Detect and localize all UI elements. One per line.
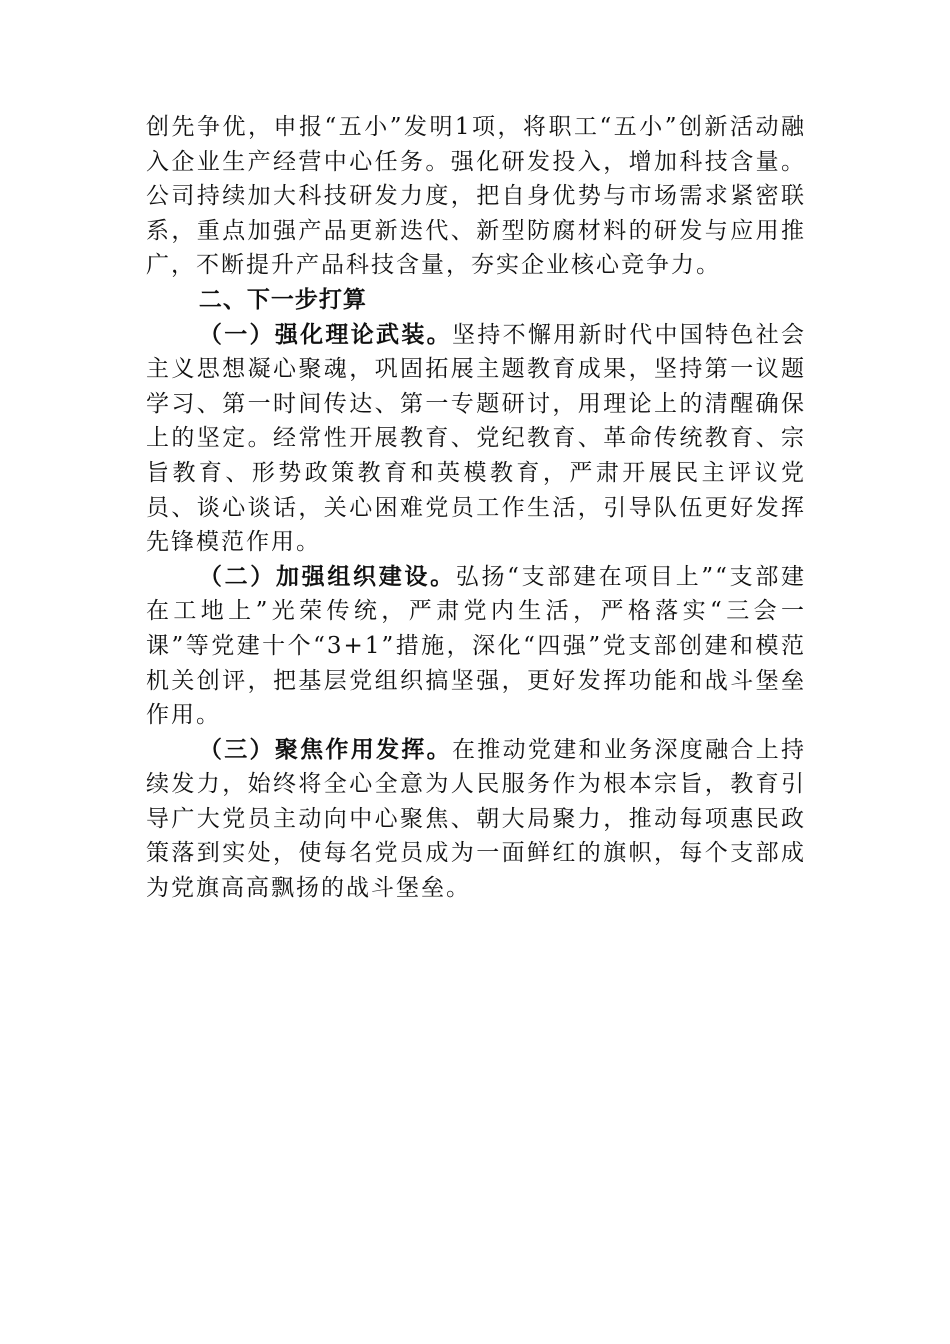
item-2-body: 弘扬“支部建在项目上”“支部建在工地上”光荣传统，严肃党内生活，严格落实“三会一课”等党建十个“3+1”措施，深化“四强”党支部创建和模范机关创评，把基层党组织搞坚强，更好发挥功能和战斗堡垒作用。 [146, 563, 807, 729]
item-2-title: （二）加强组织建设。 [198, 562, 456, 590]
document-body [146, 110, 806, 906]
paragraph-item-3 [146, 733, 806, 906]
item-3-body: 在推动党建和业务深度融合上持续发力，始终将全心全意为人民服务作为根本宗旨，教育引导广大党员主动向中心聚焦、朝大局聚力，推动每项惠民政策落到实处，使每名党员成为一面鲜红的旗帜，每个支部成为党旗高高飘扬的战斗堡垒。 [146, 736, 807, 902]
item-1-body: 坚持不懈用新时代中国特色社会主义思想凝心聚魂，巩固拓展主题教育成果，坚持第一议题学习、第一时间传达、第一专题研讨，用理论上的清醒确保上的坚定。经常性开展教育、党纪教育、革命传统教育、宗旨教育、形势政策教育和英模教育，严肃开展民主评议党员、谈心谈话，关心困难党员工作生活，引导队伍更好发挥先锋模范作用。 [146, 321, 807, 556]
item-3-title: （三）聚焦作用发挥。 [198, 735, 452, 763]
section-heading: 二、下一步打算 [198, 286, 367, 313]
paragraph-item-2 [146, 560, 806, 733]
paragraph-item-1 [146, 318, 806, 560]
item-1-title: （一）强化理论武装。 [198, 320, 452, 348]
paragraph-continuation: 创先争优，申报“五小”发明1项，将职工“五小”创新活动融入企业生产经营中心任务。强化研发投入，增加科技含量。公司持续加大科技研发力度，把自身优势与市场需求紧密联系，重点加强产品更新迭代、新型防腐材料的研发与应用推广，不断提升产品科技含量，夯实企业核心竞争力。 [146, 114, 806, 279]
